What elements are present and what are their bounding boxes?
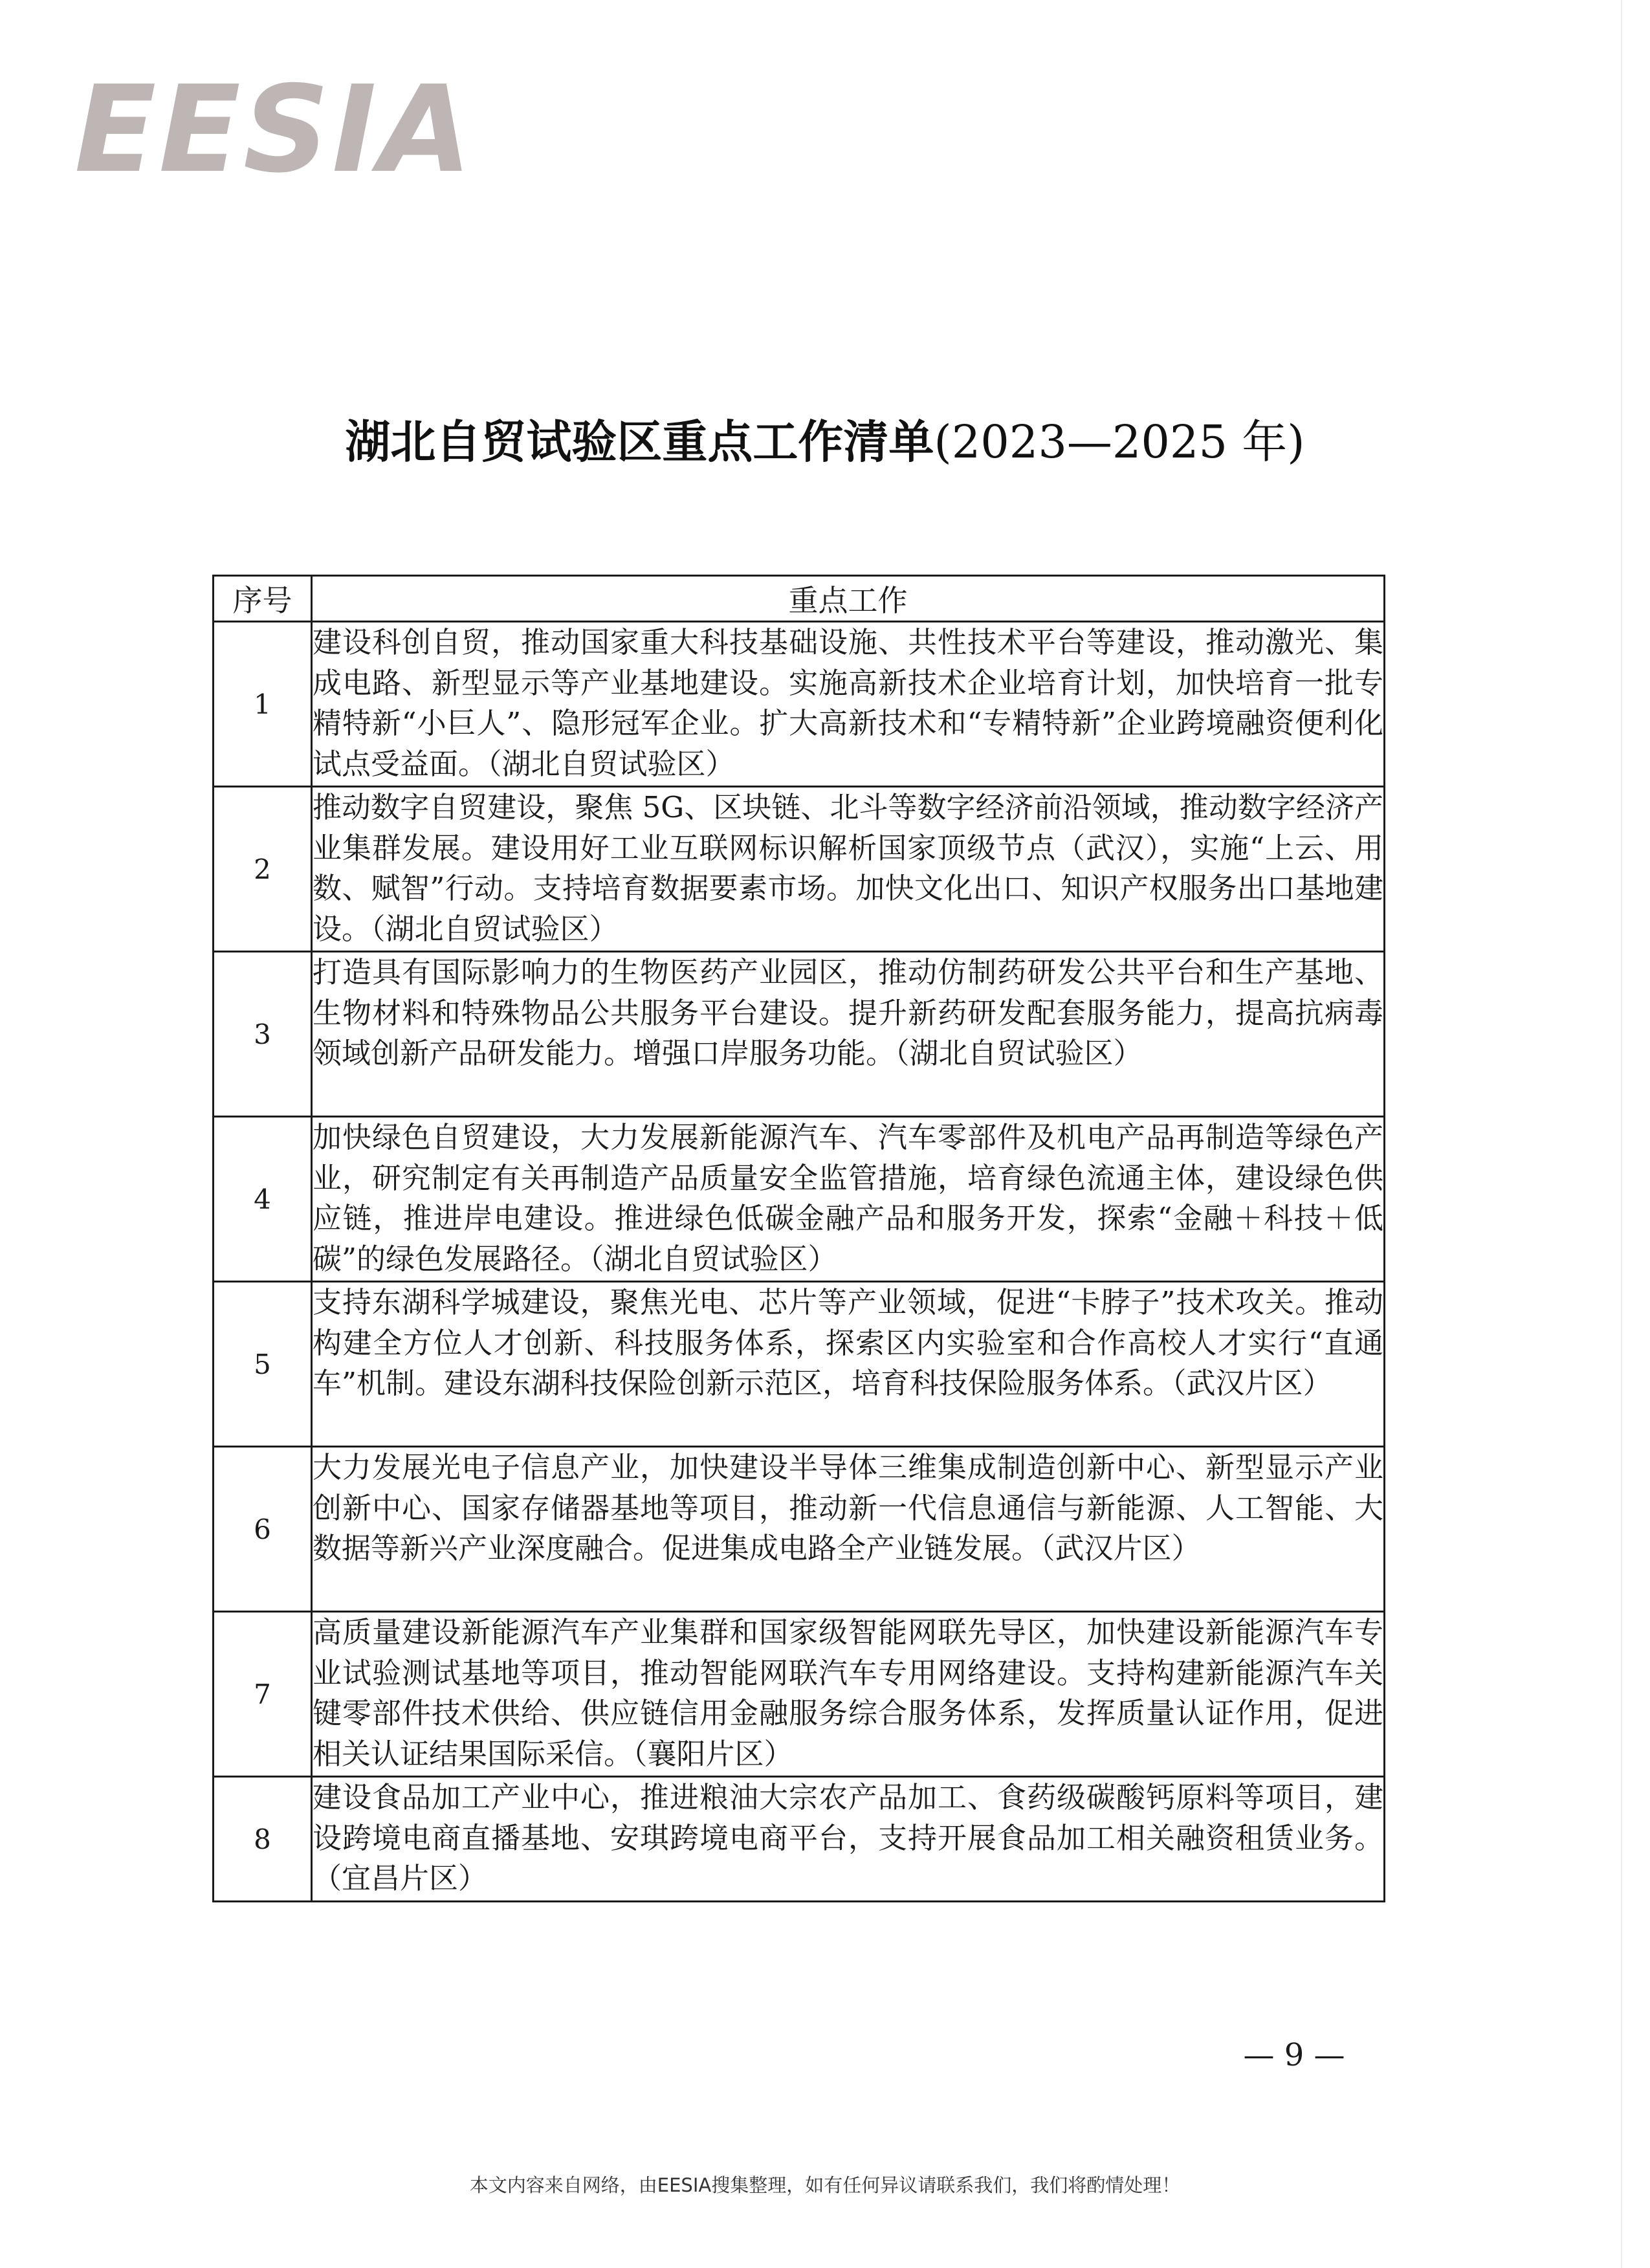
page-edge-divider xyxy=(1621,0,1622,2268)
table-header-row xyxy=(214,576,1385,622)
row-number: 7 xyxy=(214,1612,312,1777)
row-work-text: 高质量建设新能源汽车产业集群和国家级智能网联先导区，加快建设新能源汽车专业试验测试基地等项目，推动智能网联汽车专用网络建设。支持构建新能源汽车关键零部件技术供给、供应链信用金融服务综合服务体系，发挥质量认证作用，促进相关认证结果国际采信。（襄阳片区） xyxy=(312,1612,1385,1777)
row-number: 1 xyxy=(214,622,312,787)
key-work-table xyxy=(212,575,1385,1902)
table-row xyxy=(214,787,1385,952)
table-row xyxy=(214,952,1385,1117)
table-row xyxy=(214,1282,1385,1447)
header-serial-number: 序号 xyxy=(214,576,312,622)
row-work-text: 建设食品加工产业中心，推进粮油大宗农产品加工、食药级碳酸钙原料等项目，建设跨境电商直播基地、安琪跨境电商平台，支持开展食品加工相关融资租赁业务。（宜昌片区） xyxy=(312,1777,1385,1902)
row-work-text: 打造具有国际影响力的生物医药产业园区，推动仿制药研发公共平台和生产基地、生物材料和特殊物品公共服务平台建设。提升新药研发配套服务能力，提高抗病毒领域创新产品研发能力。增强口岸服务功能。（湖北自贸试验区） xyxy=(312,952,1385,1117)
title-main: 湖北自贸试验区重点工作清单 xyxy=(345,415,934,468)
title-years: (2023—2025 年) xyxy=(934,415,1305,468)
row-number: 6 xyxy=(214,1447,312,1612)
row-work-text: 建设科创自贸，推动国家重大科技基础设施、共性技术平台等建设，推动激光、集成电路、新型显示等产业基地建设。实施高新技术企业培育计划，加快培育一批专精特新“小巨人”、隐形冠军企业。扩大高新技术和“专精特新”企业跨境融资便利化试点受益面。（湖北自贸试验区） xyxy=(312,622,1385,787)
row-number: 5 xyxy=(214,1282,312,1447)
row-number: 4 xyxy=(214,1117,312,1282)
table-row xyxy=(214,622,1385,787)
row-number: 2 xyxy=(214,787,312,952)
page-number: — 9 — xyxy=(1243,2037,1345,2073)
row-work-text: 推动数字自贸建设，聚焦 5G、区块链、北斗等数字经济前沿领域，推动数字经济产业集群发展。建设用好工业互联网标识解析国家顶级节点（武汉），实施“上云、用数、赋智”行动。支持培育数据要素市场。加快文化出口、知识产权服务出口基地建设。（湖北自贸试验区） xyxy=(312,787,1385,952)
row-work-text: 大力发展光电子信息产业，加快建设半导体三维集成制造创新中心、新型显示产业创新中心、国家存储器基地等项目，推动新一代信息通信与新能源、人工智能、大数据等新兴产业深度融合。促进集成电路全产业链发展。（武汉片区） xyxy=(312,1447,1385,1612)
eesia-logo: EESIA xyxy=(74,60,474,199)
row-work-text: 支持东湖科学城建设，聚焦光电、芯片等产业领域，促进“卡脖子”技术攻关。推动构建全方位人才创新、科技服务体系，探索区内实验室和合作高校人才实行“直通车”机制。建设东湖科技保险创新示范区，培育科技保险服务体系。（武汉片区） xyxy=(312,1282,1385,1447)
header-key-work: 重点工作 xyxy=(312,576,1385,622)
row-number: 3 xyxy=(214,952,312,1117)
table-row xyxy=(214,1447,1385,1612)
table-row xyxy=(214,1777,1385,1902)
row-work-text: 加快绿色自贸建设，大力发展新能源汽车、汽车零部件及机电产品再制造等绿色产业，研究制定有关再制造产品质量安全监管措施，培育绿色流通主体，建设绿色供应链，推进岸电建设。推进绿色低碳金融产品和服务开发，探索“金融＋科技＋低碳”的绿色发展路径。（湖北自贸试验区） xyxy=(312,1117,1385,1282)
row-number: 8 xyxy=(214,1777,312,1902)
source-disclaimer: 本文内容来自网络，由EESIA搜集整理，如有任何异议请联系我们，我们将酌情处理！ xyxy=(469,2174,1181,2196)
page-title xyxy=(0,406,1650,478)
table-row xyxy=(214,1117,1385,1282)
table-row xyxy=(214,1612,1385,1777)
